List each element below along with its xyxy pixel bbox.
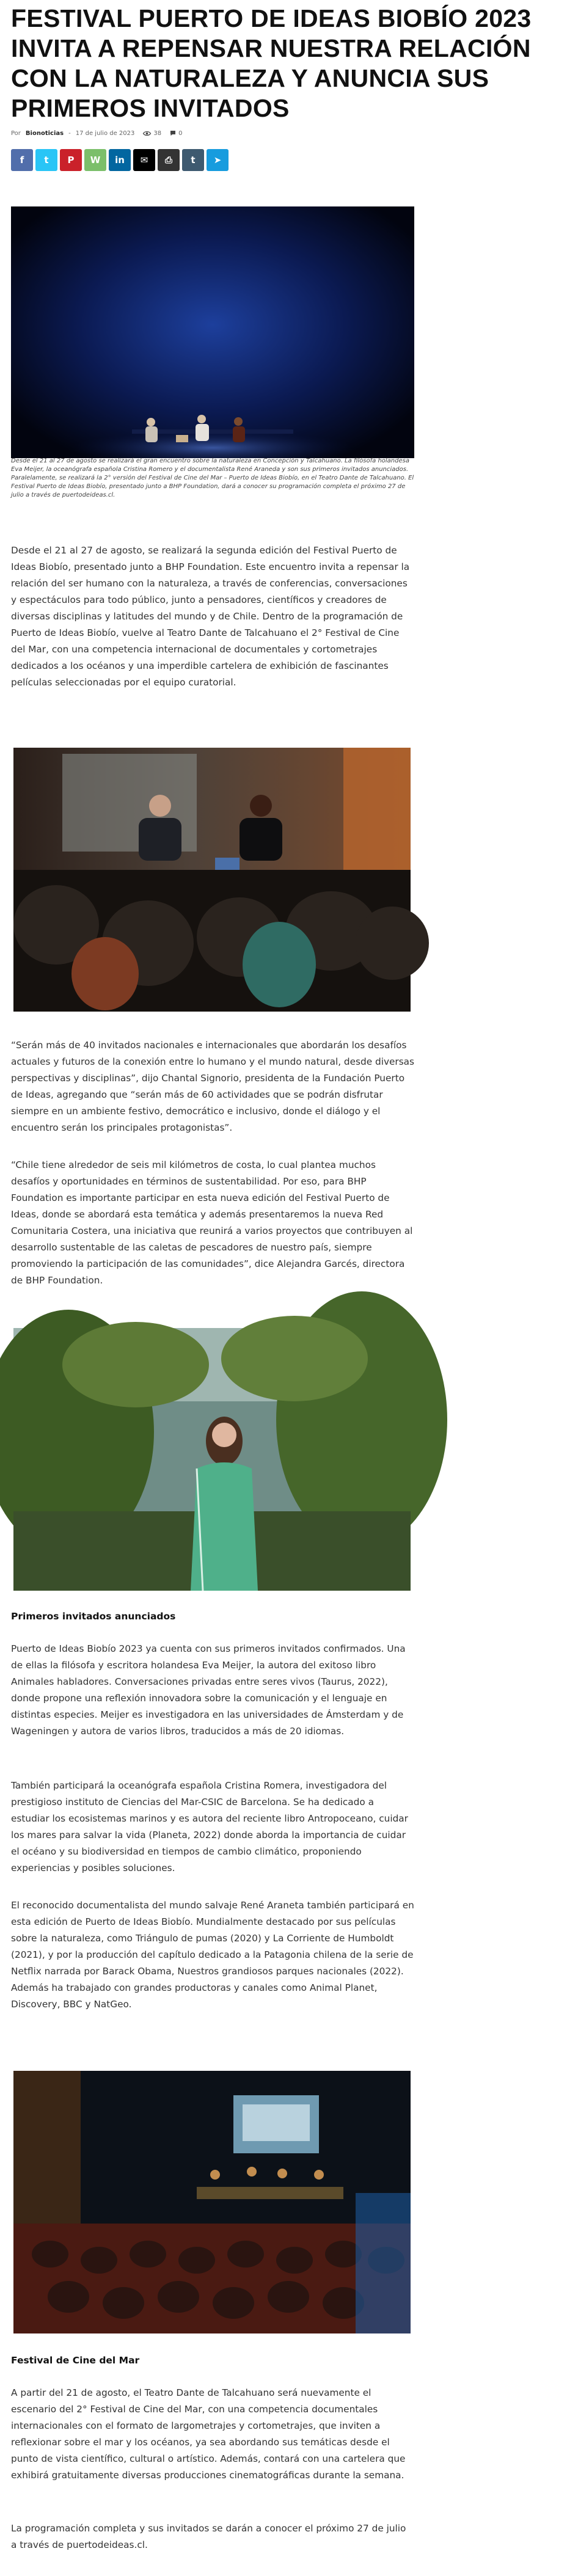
comments-count[interactable] [170, 130, 182, 137]
twitter-share-button[interactable] [35, 149, 57, 171]
paragraph-1: Desde el 21 al 27 de agosto, se realizará la segunda edición del Festival Puerto de Ideas Biobío, presentado junto a BHP Foundation. Este encuentro invita a repensar la relación del ser humano con la naturaleza, a través de conferencias, conversaciones y espectáculos para todo público, junto a pensadores, científicos y creadores de diversas disciplinas y latitudes del mundo y de Chile. Dentro de la programación de Puerto de Ideas Biobío, vuelve al Teatro Dante de Talcahuano el 2° Festival de Cine del Mar, con una competencia internacional de documentales y cortometrajes dedicados a los océanos y una imperdible cartelera de exhibición de fascinantes películas seleccionadas por el equipo curatorial. [11, 545, 410, 688]
email-icon: ✉ [140, 155, 148, 166]
tumblr-icon: t [191, 155, 196, 166]
email-share-button[interactable] [133, 149, 155, 171]
by-label: Por [11, 130, 21, 137]
views-count [143, 130, 161, 137]
heading-invitados: Primeros invitados anunciados [11, 1611, 176, 1622]
print-icon: ⎙ [164, 155, 172, 166]
article-meta [11, 128, 414, 138]
whatsapp-share-button[interactable] [84, 149, 106, 171]
comment-icon [170, 130, 176, 136]
paragraph-4: Puerto de Ideas Biobío 2023 ya cuenta con sus primeros invitados confirmados. Una de ellas la filósofa y escritora holandesa Eva Meijer, la autora del exitoso libro Animales habladores. Conversaciones privadas entre seres vivos (Taurus, 2022), donde propone una reflexión innovadora sobre la comunicación y el lenguaje en distintas especies. Meijer es investigadora en las universidades de Ámsterdam y de Wageningen y autora de varios libros, traducidos a más de 20 idiomas. [11, 1643, 406, 1737]
facebook-share-button[interactable] [11, 149, 33, 171]
pinterest-share-button[interactable] [60, 149, 82, 171]
paragraph-2: “Serán más de 40 invitados nacionales e internacionales que abordarán los desafíos actuales y futuros de la conexión entre lo humano y el mundo natural, desde diversas perspectivas y disciplinas”, dijo Chantal Signorio, presidenta de la Fundación Puerto de Ideas, agregando que “serán más de 60 actividades que se podrán disfrutar siempre en un ambiente festivo, democrático e inclusivo, donde el diálogo y el encuentro serán los principales protagonistas”. [11, 1040, 415, 1133]
telegram-share-button[interactable] [207, 149, 229, 171]
views-value: 38 [153, 130, 162, 137]
twitter-icon: t [44, 155, 49, 166]
whatsapp-icon: W [90, 155, 101, 166]
facebook-icon: f [20, 155, 24, 166]
eye-icon [143, 131, 151, 136]
portrait-photo [13, 1328, 411, 1591]
tumblr-share-button[interactable] [182, 149, 204, 171]
pinterest-icon: P [67, 155, 75, 166]
conversation-photo [13, 748, 411, 1012]
heading-cine: Festival de Cine del Mar [11, 2355, 140, 2366]
stage-photo [11, 206, 414, 469]
comments-value: 0 [178, 130, 183, 137]
paragraph-7: A partir del 21 de agosto, el Teatro Dante de Talcahuano será nuevamente el escenario del 2° Festival de Cine del Mar, con una competencia documentales internacionales con el formato de largometrajes y cortometrajes, que inviten a reflexionar sobre el mar y los océanos, ya sea abordando sus temáticas desde el punto de vista científico, cultural o artístico. Además, contará con una cartelera que exhibirá gratuitamente diversas producciones cinematográficas durante la semana. [11, 2387, 406, 2481]
author-link[interactable]: Bionoticias [25, 130, 64, 137]
figure-conversation [13, 748, 411, 1012]
linkedin-icon: in [115, 155, 125, 166]
article-title: FESTIVAL PUERTO DE IDEAS BIOBÍO 2023 INVITA A REPENSAR NUESTRA RELACIÓN CON LA NATURALEZA Y ANUNCIA SUS PRIMEROS INVITADOS [11, 4, 532, 122]
figure-stage-event [11, 206, 414, 498]
telegram-icon: ➤ [213, 155, 222, 166]
paragraph-8: La programación completa y sus invitados se darán a conocer el próximo 27 de julio a través de puertodeideas.cl. [11, 2523, 406, 2550]
publish-date: 17 de julio de 2023 [75, 130, 135, 137]
theater-photo [13, 2071, 411, 2333]
figure-cine-del-mar [13, 2071, 411, 2333]
article [11, 0, 532, 171]
linkedin-share-button[interactable] [109, 149, 131, 171]
paragraph-6: El reconocido documentalista del mundo salvaje René Araneta también participará en esta edición de Puerto de Ideas Biobío. Mundialmente destacado por sus películas sobre la naturaleza, como Triángulo de pumas (2020) y La Corriente de Humboldt (2021), y por la producción del capítulo dedicado a la Patagonia chilena de la serie de Netflix narrada por Barack Obama, Nuestros grandiosos parques nacionales (2022). Además ha trabajado con grandes productoras y canales como Animal Planet, Discovery, BBC y NatGeo. [11, 1900, 414, 2010]
paragraph-3: “Chile tiene alrededor de seis mil kilómetros de costa, lo cual plantea muchos desafíos y oportunidades en términos de sustentabilidad. Por eso, para BHP Foundation es importante participar en esta nueva edición del Festival Puerto de Ideas, donde se abordará esta temática y además presentaremos la nueva Red Comunitaria Costera, una iniciativa que reunirá a varios proyectos que contribuyen al desarrollo sustentable de las caletas de pescadores de nuestro país, siempre promoviendo la participación de las comunidades”, dice Alejandra Garcés, directora de BHP Foundation. [11, 1159, 413, 1286]
print-button[interactable] [158, 149, 180, 171]
share-bar [11, 149, 414, 171]
meta-separator: - [68, 130, 71, 137]
figure1-caption: Desde el 21 al 27 de agosto se realizará el gran encuentro sobre la naturaleza en Concepción y Talcahuano. La filósofa holandesa Eva Meijer, la oceanógrafa española Cristina Romero y el documentalista René Araneda y son sus primeros invitados anunciados. Paralelamente, se realizará la 2° versión del Festival de Cine del Mar – Puerto de Ideas Biobío, en el Teatro Dante de Talcahuano. El Festival Puerto de Ideas Biobío, presentado junto a BHP Foundation, dará a conocer su programación completa el próximo 27 de julio a través de puertodeideas.cl. [11, 458, 414, 498]
figure-eva-meijer [13, 1328, 411, 1591]
paragraph-5: También participará la oceanógrafa española Cristina Romera, investigadora del prestigioso instituto de Ciencias del Mar-CSIC de Barcelona. Se ha dedicado a estudiar los ecosistemas marinos y es autora del reciente libro Antropoceano, cuidar los mares para salvar la vida (Planeta, 2022) donde aborda la importancia de cuidar el océano y su biodiversidad en tiempos de cambio climático, proponiendo experiencias y posibles soluciones. [11, 1780, 408, 1874]
